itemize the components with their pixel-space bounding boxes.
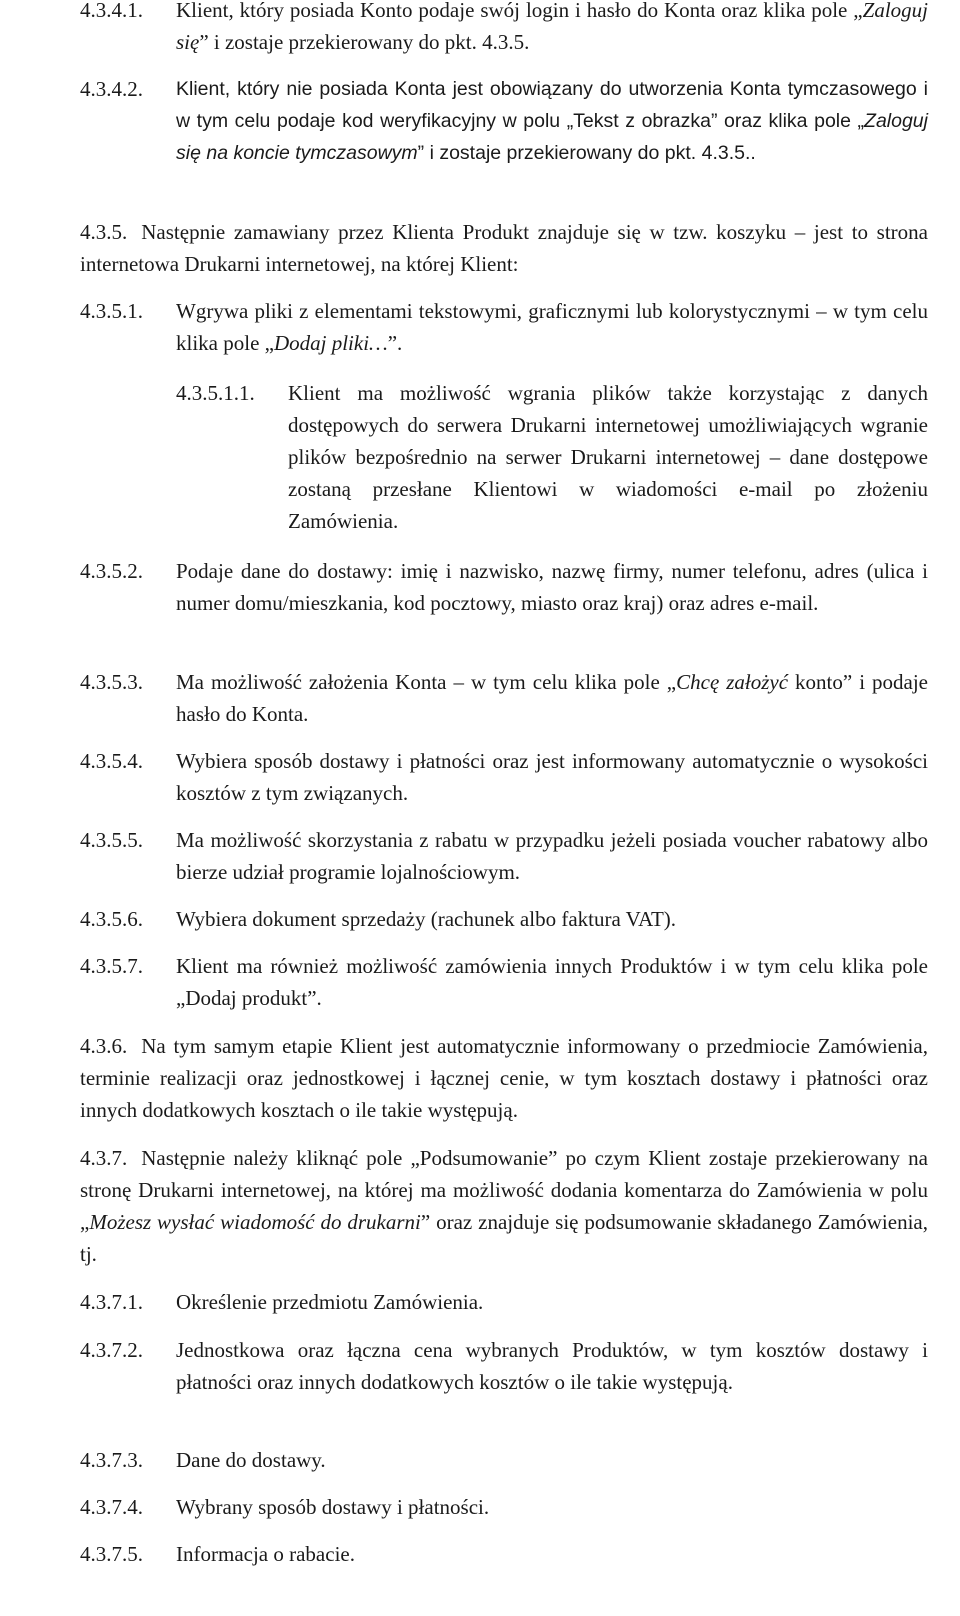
clause-4-3-5-2 bbox=[80, 555, 928, 619]
clause-4-3-4-1 bbox=[80, 0, 928, 58]
clause-text: 4.3.5. Następnie zamawiany przez Klienta Produkt znajduje się w tzw. koszyku – jest to strona internetowa Drukarni internetowej, na której Klient: bbox=[80, 220, 928, 276]
clause-text: Klient, który posiada Konto podaje swój login i hasło do Konta oraz klika pole „Zaloguj się” i zostaje przekierowany do pkt. 4.3.5. bbox=[176, 0, 928, 54]
clause-4-3-5-5 bbox=[80, 824, 928, 888]
clause-text: Klient, który nie posiada Konta jest obowiązany do utworzenia Konta tymczasowego i w tym celu podaje kod weryfikacyjny w polu „Tekst z obrazka” oraz klika pole „Zaloguj się na koncie tymczasowym” i zostaje przekierowany do pkt. 4.3.5.. bbox=[176, 78, 928, 164]
clause-number: 4.3.7.5. bbox=[80, 1542, 143, 1566]
clause-4-3-7-2 bbox=[80, 1334, 928, 1398]
clause-text: Wybiera sposób dostawy i płatności oraz jest informowany automatycznie o wysokości kosztów z tym związanych. bbox=[176, 749, 928, 805]
clause-number: 4.3.5.1.1. bbox=[176, 381, 255, 405]
clause-text: Określenie przedmiotu Zamówienia. bbox=[176, 1290, 484, 1314]
clause-number: 4.3.7.1. bbox=[80, 1290, 143, 1314]
clause-4-3-5-4 bbox=[80, 745, 928, 809]
clause-number: 4.3.5.2. bbox=[80, 559, 143, 583]
clause-text: Ma możliwość założenia Konta – w tym celu klika pole „Chcę założyć konto” i podaje hasło do Konta. bbox=[176, 670, 928, 726]
clause-4-3-7-3 bbox=[80, 1444, 928, 1476]
clause-text: Podaje dane do dostawy: imię i nazwisko, nazwę firmy, numer telefonu, adres (ulica i numer domu/mieszkania, kod pocztowy, miasto oraz kraj) oraz adres e-mail. bbox=[176, 559, 928, 615]
clause-4-3-7-5 bbox=[80, 1538, 928, 1570]
clause-4-3-5-1 bbox=[80, 295, 928, 359]
clause-4-3-5-1-1 bbox=[176, 377, 928, 537]
clause-number: 4.3.7.3. bbox=[80, 1448, 143, 1472]
clause-text: Wybiera dokument sprzedaży (rachunek albo faktura VAT). bbox=[176, 907, 677, 931]
clause-4-3-5-6 bbox=[80, 903, 928, 935]
clause-text: Jednostkowa oraz łączna cena wybranych Produktów, w tym kosztów dostawy i płatności oraz innych dodatkowych kosztów o ile takie występują. bbox=[176, 1338, 928, 1394]
clause-text: 4.3.6. Na tym samym etapie Klient jest automatycznie informowany o przedmiocie Zamówienia, terminie realizacji oraz jednostkowej i łącznej cenie, w tym kosztach dostawy i płatności oraz innych dodatkowych kosztach o ile takie występują. bbox=[80, 1034, 928, 1122]
clause-number: 4.3.5.4. bbox=[80, 749, 143, 773]
clause-number: 4.3.5.3. bbox=[80, 670, 143, 694]
clause-4-3-5 bbox=[80, 216, 928, 280]
clause-number: 4.3.7.2. bbox=[80, 1338, 143, 1362]
clause-text: Klient ma również możliwość zamówienia innych Produktów i w tym celu klika pole „Dodaj produkt”. bbox=[176, 954, 928, 1010]
clause-text: Informacja o rabacie. bbox=[176, 1542, 355, 1566]
clause-text: Wybrany sposób dostawy i płatności. bbox=[176, 1495, 490, 1519]
clause-4-3-7-4 bbox=[80, 1491, 928, 1523]
clause-text: Ma możliwość skorzystania z rabatu w przypadku jeżeli posiada voucher rabatowy albo bierze udział programie lojalnościowym. bbox=[176, 828, 928, 884]
clause-number: 4.3.5.1. bbox=[80, 299, 143, 323]
clause-number: 4.3.5.6. bbox=[80, 907, 143, 931]
clause-4-3-7-1 bbox=[80, 1286, 928, 1318]
clause-number: 4.3.4.2. bbox=[80, 77, 143, 101]
clause-4-3-5-7 bbox=[80, 950, 928, 1014]
clause-number: 4.3.6. bbox=[80, 1034, 128, 1058]
clause-4-3-6 bbox=[80, 1030, 928, 1126]
clause-text: Wgrywa pliki z elementami tekstowymi, graficznymi lub kolorystycznymi – w tym celu klika pole „Dodaj pliki…”. bbox=[176, 299, 928, 355]
clause-number: 4.3.5.7. bbox=[80, 954, 143, 978]
clause-number: 4.3.7.4. bbox=[80, 1495, 143, 1519]
clause-4-3-7 bbox=[80, 1142, 928, 1270]
clause-4-3-5-3 bbox=[80, 666, 928, 730]
clause-number: 4.3.7. bbox=[80, 1146, 128, 1170]
clause-text: 4.3.7. Następnie należy kliknąć pole „Podsumowanie” po czym Klient zostaje przekierowany na stronę Drukarni internetowej, na której ma możliwość dodania komentarza do Zamówienia w polu „Możesz wysłać wiadomość do drukarni” oraz znajduje się podsumowanie składanego Zamówienia, tj. bbox=[80, 1146, 928, 1266]
clause-number: 4.3.5. bbox=[80, 220, 128, 244]
clause-4-3-4-2 bbox=[80, 73, 928, 169]
clause-number: 4.3.5.5. bbox=[80, 828, 143, 852]
clause-text: Klient ma możliwość wgrania plików także korzystając z danych dostępowych do serwera Drukarni internetowej umożliwiających wgranie plików bezpośrednio na serwer Drukarni internetowej – dane dostępowe zostaną przesłane Klientowi w wiadomości e-mail po złożeniu Zamówienia. bbox=[288, 381, 928, 533]
clause-number: 4.3.4.1. bbox=[80, 0, 143, 22]
clause-text: Dane do dostawy. bbox=[176, 1448, 326, 1472]
